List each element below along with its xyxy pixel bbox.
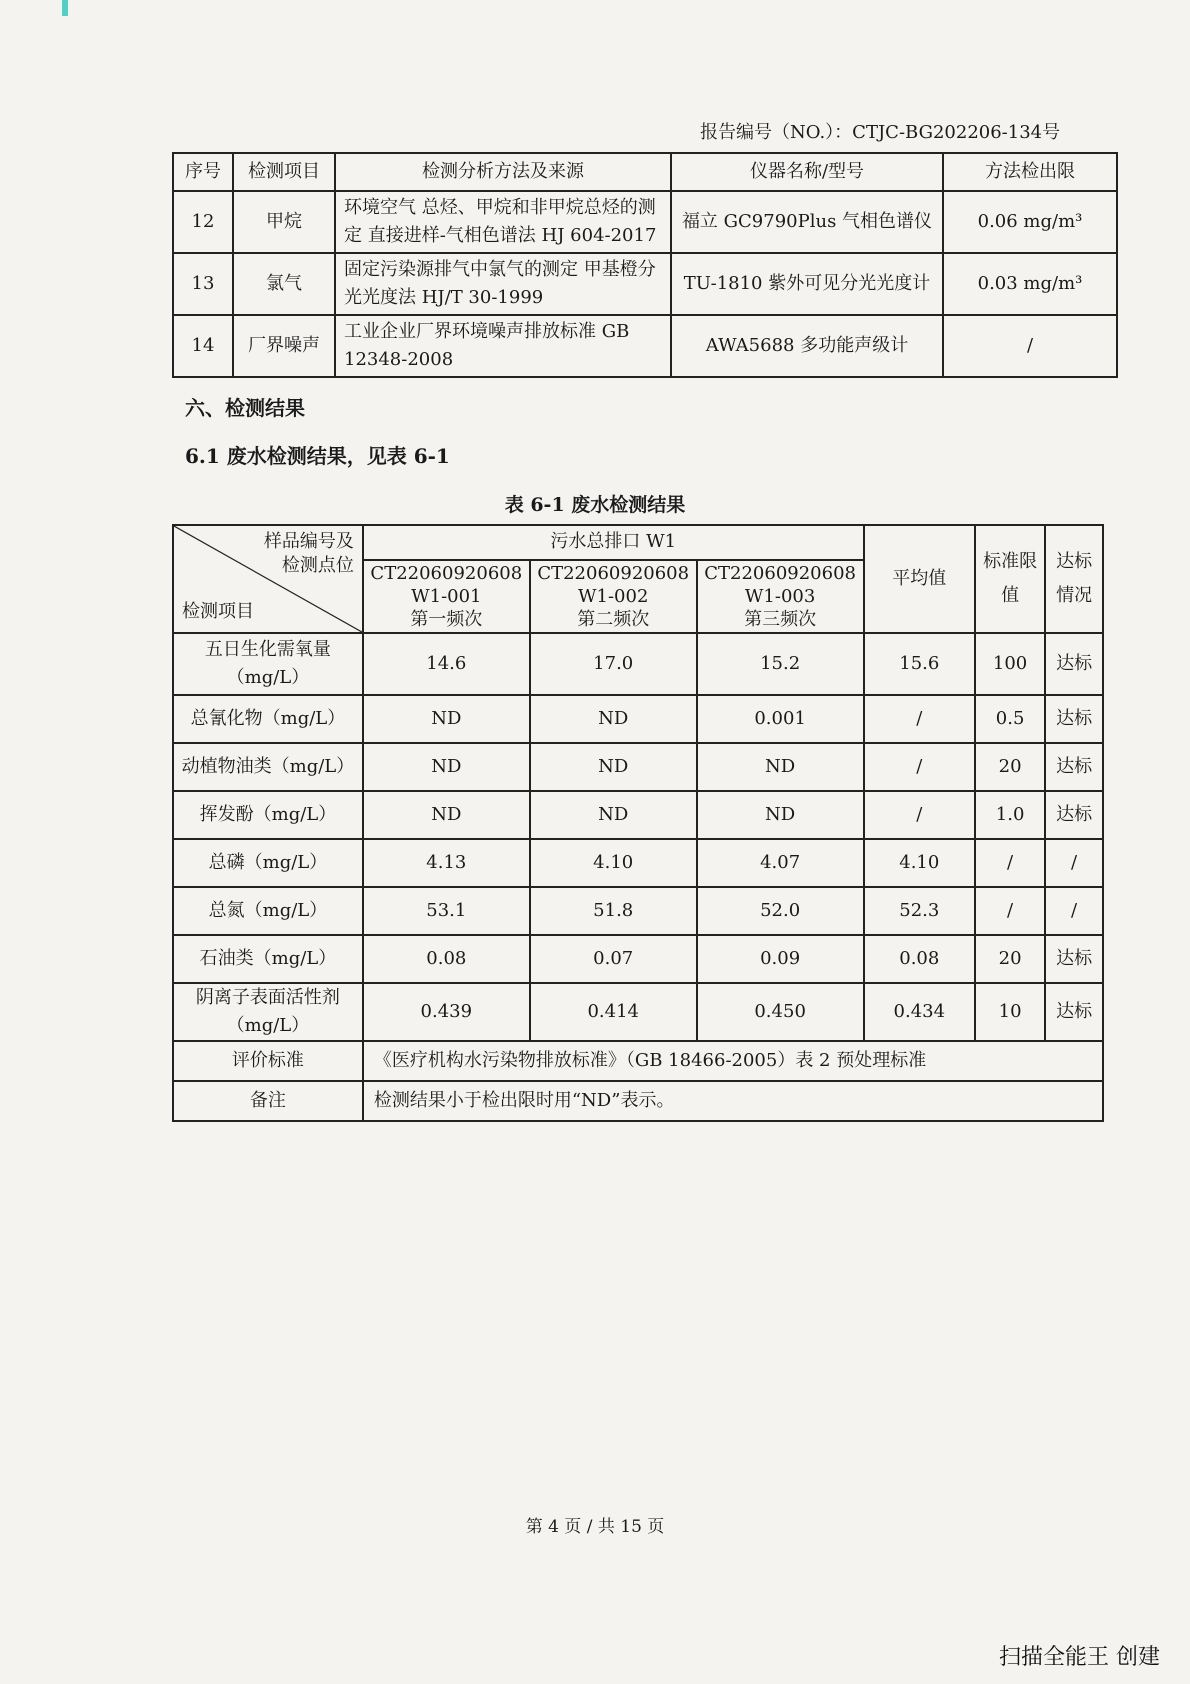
methods-row (173, 191, 1117, 253)
result-item: 总氰化物（mg/L） (173, 695, 363, 743)
avg-header: 平均值 (864, 525, 975, 633)
row-limit: 0.03 mg/m³ (943, 253, 1117, 315)
note-row (173, 1081, 1103, 1121)
result-item: 阴离子表面活性剂（mg/L） (173, 983, 363, 1041)
scanner-watermark: 扫描全能王 创建 (999, 1645, 1160, 1670)
result-v1: ND (363, 695, 530, 743)
result-v3: ND (697, 791, 864, 839)
result-v2: 4.10 (530, 839, 697, 887)
result-v3: ND (697, 743, 864, 791)
section-6-1-title: 6.1 废水检测结果，见表 6-1 (185, 444, 450, 468)
result-avg: / (864, 743, 975, 791)
result-v3: 15.2 (697, 633, 864, 695)
sample-id: CT22060920608 (704, 562, 856, 584)
note-text: 检测结果小于检出限时用“ND”表示。 (363, 1081, 1103, 1121)
result-v3: 0.450 (697, 983, 864, 1041)
result-v1: ND (363, 791, 530, 839)
sample-frequency: 第三频次 (744, 608, 817, 630)
result-avg: 0.08 (864, 935, 975, 983)
std-header: 标准限值 (975, 525, 1045, 633)
sample-id: CT22060920608 (370, 562, 523, 584)
row-instrument: 福立 GC9790Plus 气相色谱仪 (671, 191, 943, 253)
result-item: 总氮（mg/L） (173, 887, 363, 935)
result-avg: 4.10 (864, 839, 975, 887)
header-corner-cell (173, 525, 363, 633)
row-instrument: TU-1810 紫外可见分光光度计 (671, 253, 943, 315)
row-no: 14 (173, 315, 233, 377)
row-item: 甲烷 (233, 191, 335, 253)
result-item: 挥发酚（mg/L） (173, 791, 363, 839)
row-instrument: AWA5688 多功能声级计 (671, 315, 943, 377)
result-v3: 52.0 (697, 887, 864, 935)
corner-item-label: 检测项目 (182, 601, 254, 622)
result-item: 石油类（mg/L） (173, 935, 363, 983)
result-status: 达标 (1045, 633, 1103, 695)
result-avg: / (864, 791, 975, 839)
header-limit: 方法检出限 (943, 153, 1117, 191)
row-limit: / (943, 315, 1117, 377)
result-v3: 4.07 (697, 839, 864, 887)
row-no: 12 (173, 191, 233, 253)
page-footer: 第 4 页 / 共 15 页 (525, 1517, 665, 1537)
sample-code: W1-003 (744, 585, 816, 607)
result-row (173, 791, 1103, 839)
row-item: 氯气 (233, 253, 335, 315)
report-number: 报告编号（NO.）：CTJC-BG202206-134号 (700, 122, 1061, 143)
result-std: 20 (975, 743, 1045, 791)
evaluation-row (173, 1041, 1103, 1081)
result-v2: 17.0 (530, 633, 697, 695)
row-item: 厂界噪声 (233, 315, 335, 377)
result-v2: ND (530, 743, 697, 791)
result-row (173, 743, 1103, 791)
result-avg: / (864, 695, 975, 743)
result-std: / (975, 839, 1045, 887)
sample-header (530, 560, 697, 633)
result-v3: 0.09 (697, 935, 864, 983)
result-status: / (1045, 887, 1103, 935)
note-label: 备注 (173, 1081, 363, 1121)
evaluation-label: 评价标准 (173, 1041, 363, 1081)
location-header: 污水总排口 W1 (363, 525, 864, 560)
evaluation-standard: 《医疗机构水污染物排放标准》（GB 18466-2005）表 2 预处理标准 (363, 1041, 1103, 1081)
row-method: 工业企业厂界环境噪声排放标准 GB 12348-2008 (335, 315, 671, 377)
header-no: 序号 (173, 153, 233, 191)
result-v2: ND (530, 695, 697, 743)
result-std: 10 (975, 983, 1045, 1041)
result-status: 达标 (1045, 695, 1103, 743)
result-status: / (1045, 839, 1103, 887)
methods-header-row (173, 153, 1117, 191)
row-method: 固定污染源排气中氯气的测定 甲基橙分光光度法 HJ/T 30-1999 (335, 253, 671, 315)
result-row (173, 935, 1103, 983)
result-std: 100 (975, 633, 1045, 695)
methods-table (172, 152, 1118, 378)
result-v1: 4.13 (363, 839, 530, 887)
result-status: 达标 (1045, 743, 1103, 791)
sample-frequency: 第一频次 (410, 608, 483, 630)
row-limit: 0.06 mg/m³ (943, 191, 1117, 253)
header-item: 检测项目 (233, 153, 335, 191)
result-item: 总磷（mg/L） (173, 839, 363, 887)
sample-code: W1-001 (411, 585, 482, 607)
header-method: 检测分析方法及来源 (335, 153, 671, 191)
result-v2: ND (530, 791, 697, 839)
result-v2: 0.414 (530, 983, 697, 1041)
result-v1: 0.439 (363, 983, 530, 1041)
corner-location-label: 检测点位 (281, 555, 354, 576)
sample-header (697, 560, 864, 633)
result-std: / (975, 887, 1045, 935)
table-6-1-caption: 表 6-1 废水检测结果 (504, 494, 686, 516)
result-avg: 0.434 (864, 983, 975, 1041)
sample-code: W1-002 (578, 585, 649, 607)
corner-labels (264, 530, 354, 578)
result-v2: 51.8 (530, 887, 697, 935)
sample-frequency: 第二频次 (577, 608, 650, 630)
row-no: 13 (173, 253, 233, 315)
row-method: 环境空气 总烃、甲烷和非甲烷总烃的测定 直接进样-气相色谱法 HJ 604-2017 (335, 191, 671, 253)
result-row (173, 983, 1103, 1041)
result-status: 达标 (1045, 983, 1103, 1041)
result-v3: 0.001 (697, 695, 864, 743)
header-instrument: 仪器名称/型号 (671, 153, 943, 191)
sample-header (363, 560, 530, 633)
result-status: 达标 (1045, 935, 1103, 983)
result-v1: ND (363, 743, 530, 791)
corner-sample-label: 样品编号及 (263, 531, 354, 552)
results-header-row-1 (173, 525, 1103, 560)
result-std: 1.0 (975, 791, 1045, 839)
result-std: 0.5 (975, 695, 1045, 743)
wastewater-results-table (172, 524, 1104, 1122)
result-row (173, 887, 1103, 935)
result-v1: 53.1 (363, 887, 530, 935)
result-item: 动植物油类（mg/L） (173, 743, 363, 791)
result-status: 达标 (1045, 791, 1103, 839)
status-header: 达标情况 (1045, 525, 1103, 633)
result-v1: 0.08 (363, 935, 530, 983)
result-std: 20 (975, 935, 1045, 983)
result-row (173, 633, 1103, 695)
result-row (173, 839, 1103, 887)
section-6-title: 六、检测结果 (185, 396, 305, 420)
scan-edge-mark (62, 0, 68, 16)
sample-id: CT22060920608 (537, 562, 690, 584)
result-row (173, 695, 1103, 743)
result-v2: 0.07 (530, 935, 697, 983)
result-item: 五日生化需氧量（mg/L） (173, 633, 363, 695)
result-avg: 15.6 (864, 633, 975, 695)
result-avg: 52.3 (864, 887, 975, 935)
result-v1: 14.6 (363, 633, 530, 695)
methods-row (173, 253, 1117, 315)
methods-row (173, 315, 1117, 377)
